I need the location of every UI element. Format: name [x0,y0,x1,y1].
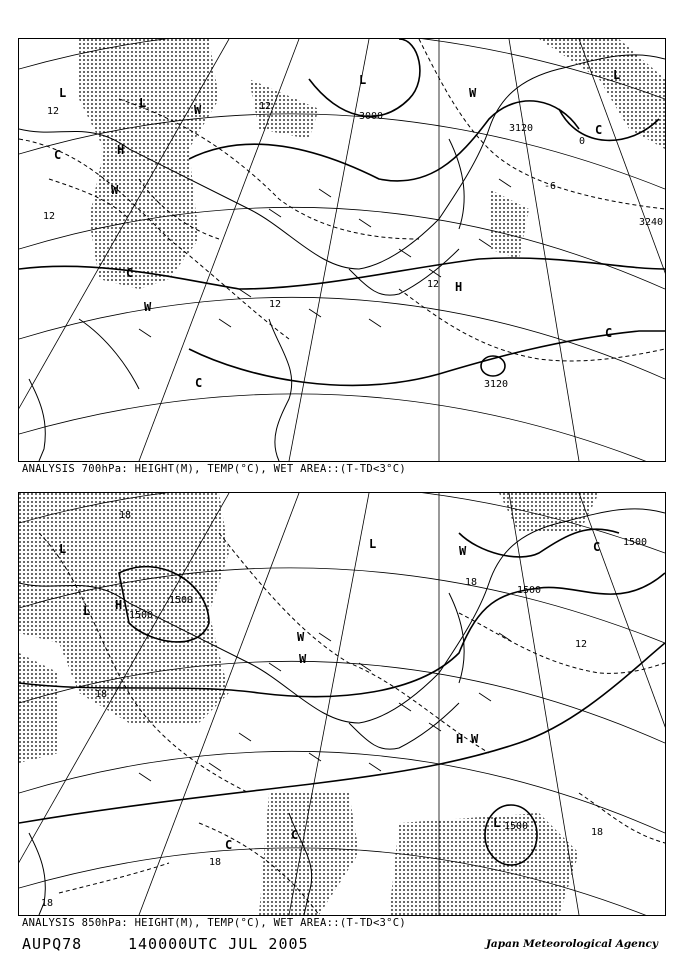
temp-label: 12 [269,299,282,310]
temp-label: 12 [575,639,588,650]
high-center-symbol: H [456,732,464,746]
cold-center-symbol: C [54,148,62,162]
temp-label: 12 [43,211,56,222]
temp-label: 18 [95,689,108,700]
caption-700hpa: ANALYSIS 700hPa: HEIGHT(M), TEMP(°C), WET AREA::(T-TD<3°C) [22,463,407,475]
temp-label: 12 [47,106,60,117]
low-center-symbol: L [139,96,147,110]
warm-center-symbol: W [469,86,477,100]
warm-center-symbol: W [194,103,202,117]
temp-label: -6 [544,181,557,192]
low-center-symbol: L [359,73,367,87]
height-label: 3120 [484,379,509,390]
warm-center-symbol: W [471,732,479,746]
warm-center-symbol: W [299,652,307,666]
temp-label: 18 [41,898,54,909]
low-center-symbol: L [369,537,377,551]
height-label: 1500 [623,537,648,548]
temp-label: 12 [427,279,440,290]
temp-label: 0 [579,136,586,147]
temp-label: 18 [591,827,604,838]
warm-center-symbol: W [297,630,305,644]
height-label: 1500 [169,595,194,606]
cold-center-symbol: C [291,828,299,842]
warm-center-symbol: W [459,544,467,558]
cold-center-symbol: C [605,326,613,340]
cold-center-symbol: C [593,540,601,554]
map-panel-700hpa [18,38,666,462]
map-700hpa-canvas [19,39,665,461]
low-center-symbol: L [493,816,501,830]
temp-label: 18 [465,577,478,588]
analysis-time: 140000UTC JUL 2005 [128,935,309,953]
cold-center-symbol: C [225,838,233,852]
height-label: 1500 [517,585,542,596]
warm-center-symbol: W [144,300,152,314]
low-center-symbol: L [83,604,91,618]
map-850hpa-canvas [19,493,665,915]
low-center-symbol: L [59,86,67,100]
height-label: 1500 [504,821,529,832]
cold-center-symbol: C [595,123,603,137]
warm-center-symbol: W [111,183,119,197]
height-label: 1500 [129,610,154,621]
temp-label: 12 [259,101,272,112]
chart-code: AUPQ78 [22,935,83,953]
height-label: 3120 [509,123,534,134]
cold-center-symbol: C [126,266,134,280]
height-label: 3000 [359,111,384,122]
map-panel-850hpa [18,492,666,916]
high-center-symbol: H [455,280,463,294]
height-label: 3240 [639,217,664,228]
wet-area-700 [79,39,665,289]
caption-850hpa: ANALYSIS 850hPa: HEIGHT(M), TEMP(°C), WET AREA::(T-TD<3°C) [22,917,407,929]
high-center-symbol: H [115,598,123,612]
low-center-symbol: L [59,542,67,556]
temp-label: 18 [119,510,132,521]
agency-credit: Japan Meteorological Agency [485,938,658,950]
cold-center-symbol: C [195,376,203,390]
high-center-symbol: H [117,143,125,157]
low-center-symbol: L [613,68,621,82]
temp-label: 18 [209,857,222,868]
